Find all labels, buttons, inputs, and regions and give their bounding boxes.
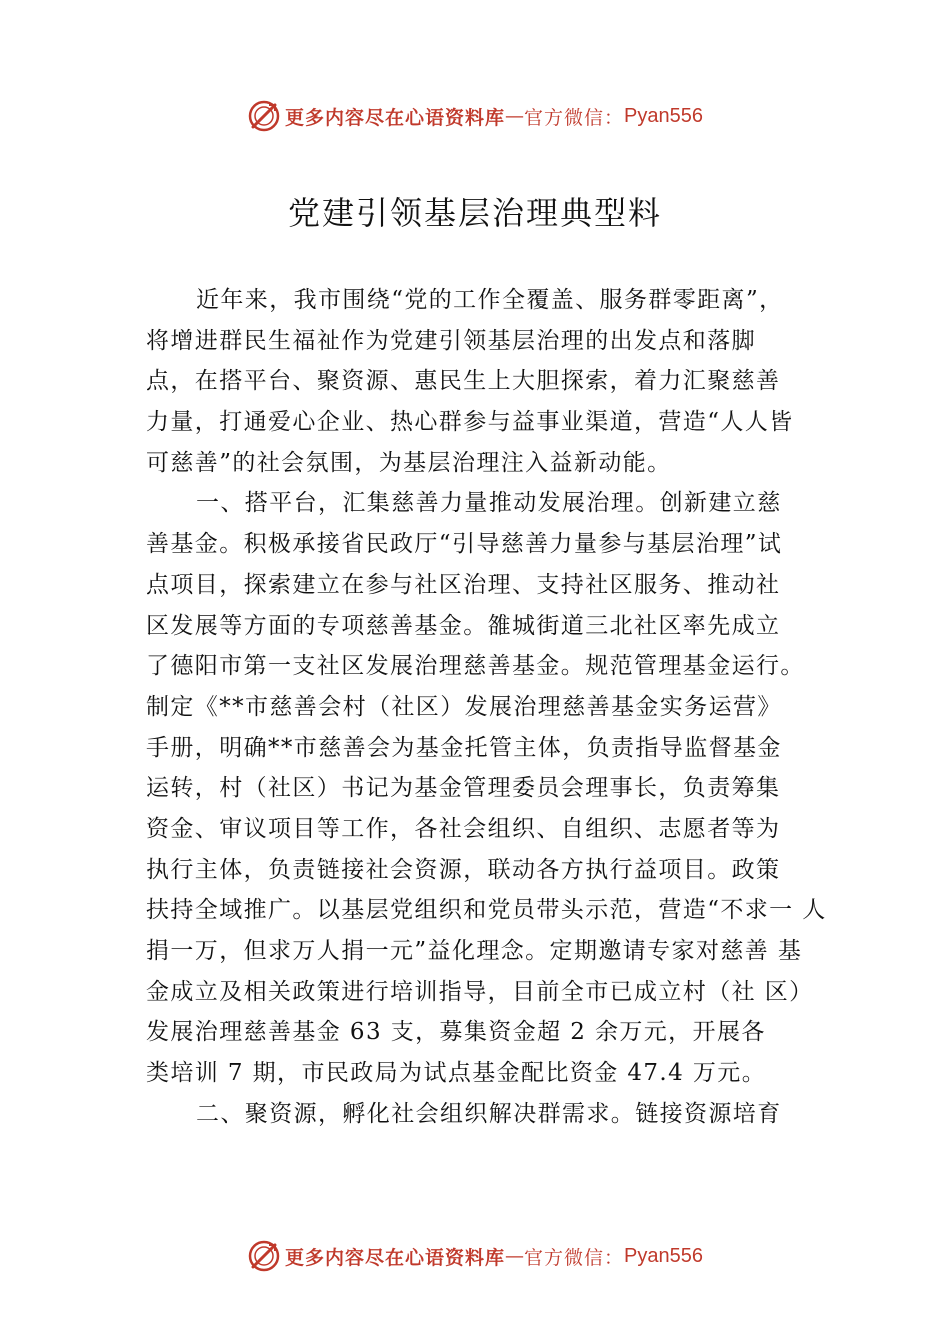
text-line: 点项目，探索建立在参与社区治理、支持社区服务、推动社	[146, 571, 781, 598]
logo-icon	[247, 99, 281, 133]
watermark-wechat-id: Pyan556	[624, 104, 703, 127]
watermark-header	[0, 96, 950, 136]
text-line: 制定《**市慈善会村（社区）发展治理慈善基金实务运营》	[146, 693, 782, 720]
text-line: 执行主体，负责链接社会资源，联动各方执行益项目。政策	[146, 856, 781, 883]
watermark-text: 更多内容尽在心语资料库	[285, 106, 506, 129]
text-line: 可慈善”的社会氛围，为基层治理注入益新动能。	[146, 449, 672, 476]
watermark-wechat-label: 官方微信：	[524, 106, 625, 129]
text-line: 了德阳市第一支社区发展治理慈善基金。规范管理基金运行。	[146, 653, 805, 680]
watermark-footer	[0, 1236, 950, 1276]
document-title: 党建引领基层治理典型料	[287, 194, 662, 232]
document-body	[146, 280, 831, 1134]
text-line: 点，在搭平台、聚资源、惠民生上大胆探索，着力汇聚慈善	[146, 368, 781, 395]
text-line: 扶持全域推广。以基层党组织和党员带头示范，营造“不求一 人	[146, 897, 827, 924]
text-line: 一、搭平台，汇集慈善力量推动发展治理。创新建立慈	[196, 490, 782, 517]
text-line: 二、聚资源，孵化社会组织解决群需求。链接资源培育	[196, 1100, 782, 1127]
text-line: 金成立及相关政策进行培训指导，目前全市已成立村（社 区）	[146, 978, 814, 1005]
watermark-wechat-label: 官方微信：	[524, 1246, 625, 1269]
text-line: 区发展等方面的专项慈善基金。雒城街道三北社区率先成立	[146, 612, 781, 639]
watermark-dash: —	[505, 1245, 525, 1267]
text-line: 力量，打通爱心企业、热心群参与益事业渠道，营造“人人皆	[146, 409, 794, 436]
text-line: 将增进群民生福祉作为党建引领基层治理的出发点和落脚	[146, 327, 756, 354]
text-line: 手册，明确**市慈善会为基金托管主体，负责指导监督基金	[146, 734, 782, 761]
text-line: 发展治理慈善基金 63 支，募集资金超 2 余万元，开展各	[146, 1019, 766, 1046]
watermark-text: 更多内容尽在心语资料库	[285, 1246, 506, 1269]
text-line: 资金、审议项目等工作，各社会组织、自组织、志愿者等为	[146, 815, 781, 842]
text-line: 运转，村（社区）书记为基金管理委员会理事长，负责筹集	[146, 775, 781, 802]
text-line: 近年来，我市围绕“党的工作全覆盖、服务群零距离”，	[196, 287, 784, 313]
text-line: 类培训 7 期，市民政局为试点基金配比资金 47.4 万元。	[146, 1060, 767, 1087]
text-line: 捐一万，但求万人捐一元”益化理念。定期邀请专家对慈善 基	[146, 938, 803, 964]
logo-icon	[247, 1239, 281, 1273]
watermark-wechat-id: Pyan556	[624, 1244, 703, 1267]
text-line: 善基金。积极承接省民政厅“引导慈善力量参与基层治理”试	[146, 531, 783, 558]
watermark-dash: —	[505, 105, 525, 127]
